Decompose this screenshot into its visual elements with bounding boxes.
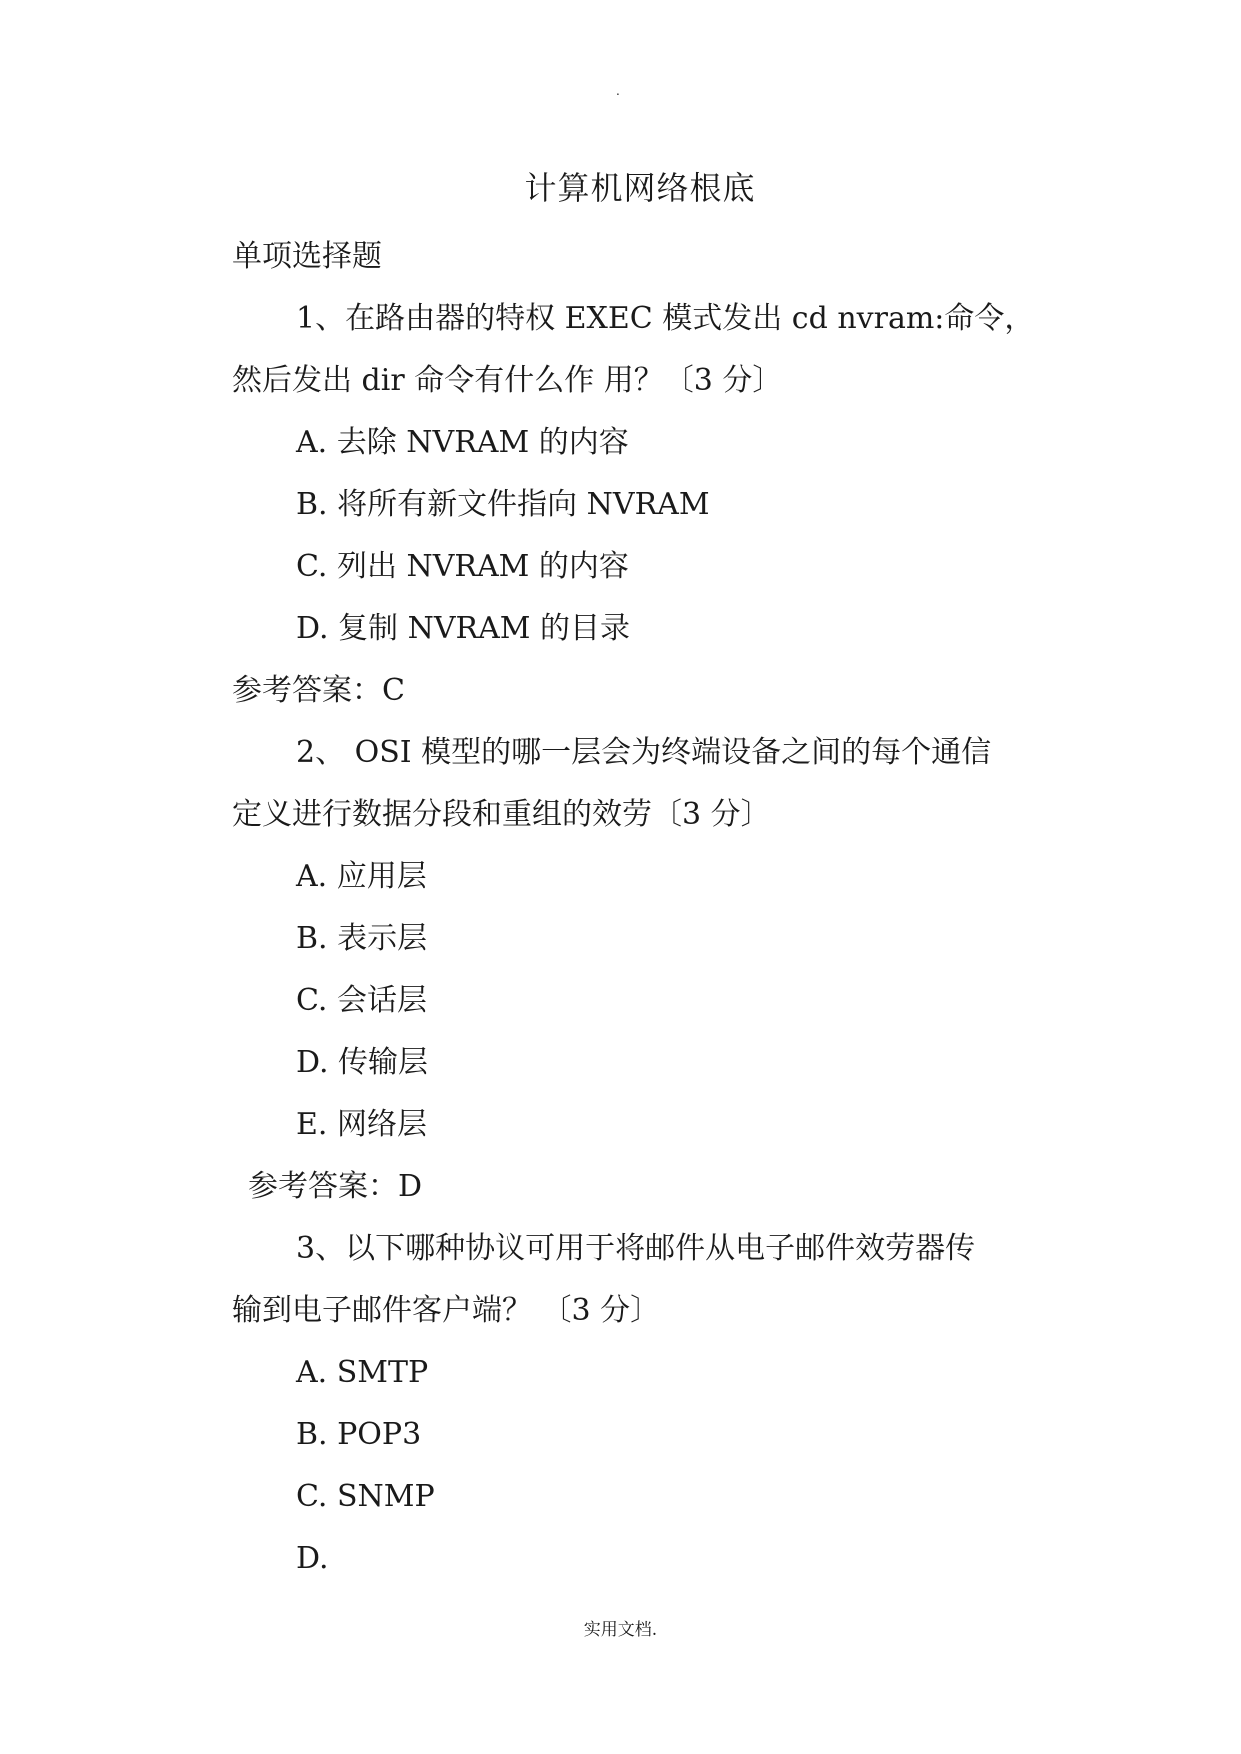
question-3-option-c: C. SNMP bbox=[296, 1479, 435, 1514]
document-body bbox=[232, 226, 1062, 1590]
question-1-stem-line-2: 然后发出 dir 命令有什么作 用？〔3 分〕 bbox=[232, 363, 783, 398]
question-2-stem-line-1: 2、 OSI 模型的哪一层会为终端设备之间的每个通信 bbox=[296, 735, 992, 770]
question-2-option-c: C. 会话层 bbox=[296, 983, 427, 1018]
question-1-option-d: D. 复制 NVRAM 的目录 bbox=[296, 611, 631, 646]
question-3-stem-line-1: 3、以下哪种协议可用于将邮件从电子邮件效劳器传 bbox=[296, 1231, 976, 1266]
page-footer: 实用文档. bbox=[583, 1620, 658, 1640]
question-3-option-a: A. SMTP bbox=[296, 1355, 429, 1390]
question-1-stem-line-1: 1、在路由器的特权 EXEC 模式发出 cd nvram:命令， bbox=[296, 301, 1035, 336]
question-2-option-d: D. 传输层 bbox=[296, 1045, 429, 1080]
question-2-option-e: E. 网络层 bbox=[296, 1107, 427, 1142]
question-2-option-b: B. 表示层 bbox=[296, 921, 428, 956]
header-mark: . bbox=[616, 84, 620, 98]
question-1-answer: 参考答案：C bbox=[232, 673, 405, 708]
question-3-option-b: B. POP3 bbox=[296, 1417, 422, 1452]
question-2-answer: 参考答案：D bbox=[248, 1169, 423, 1204]
question-2-stem-line-2: 定义进行数据分段和重组的效劳〔3 分〕 bbox=[232, 797, 771, 832]
question-1-option-b: B. 将所有新文件指向 NVRAM bbox=[296, 487, 710, 522]
question-1-option-c: C. 列出 NVRAM 的内容 bbox=[296, 549, 629, 584]
question-2-option-a: A. 应用层 bbox=[296, 859, 427, 894]
section-heading: 单项选择题 bbox=[232, 239, 382, 274]
question-3-option-d: D. bbox=[296, 1541, 329, 1576]
question-1-option-a: A. 去除 NVRAM 的内容 bbox=[296, 425, 629, 460]
question-3-stem-line-2: 输到电子邮件客户端？ 〔3 分〕 bbox=[232, 1293, 661, 1328]
document-title: 计算机网络根底 bbox=[524, 169, 756, 207]
